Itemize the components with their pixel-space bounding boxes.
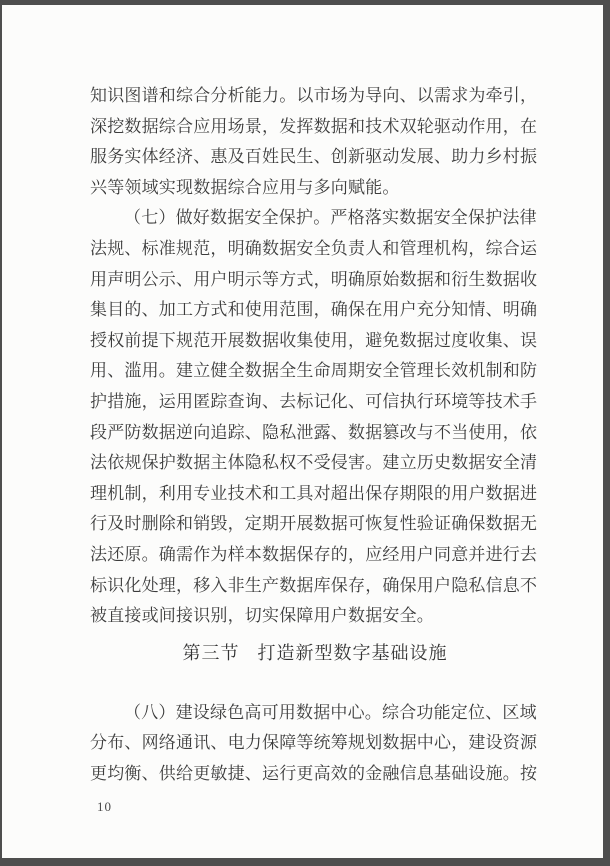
body-line: 被直接或间接识别，切实保障用户数据安全。 xyxy=(90,606,434,626)
section-heading-number: 第三节 xyxy=(182,642,240,663)
body-line: 行及时删除和销毁，定期开展数据可恢复性验证确保数据无 xyxy=(90,514,538,534)
body-line: 标识化处理，移入非生产数据库保存，确保用户隐私信息不 xyxy=(90,575,538,595)
section-heading xyxy=(90,636,540,670)
body-line: 法还原。确需作为样本数据保存的，应经用户同意并进行去 xyxy=(90,544,538,564)
body-line: 服务实体经济、惠及百姓民生、创新驱动发展、助力乡村振 xyxy=(90,147,538,167)
body-line-paragraph-start: （八）建设绿色高可用数据中心。综合功能定位、区域 xyxy=(124,702,537,722)
body-line: 护措施，运用匿踪查询、去标记化、可信执行环境等技术手 xyxy=(90,391,538,411)
page-number: 10 xyxy=(97,799,112,814)
body-text-block xyxy=(90,81,540,789)
body-line: 段严防数据逆向追踪、隐私泄露、数据篡改与不当使用，依 xyxy=(90,422,538,442)
body-line: 集目的、加工方式和使用范围，确保在用户充分知情、明确 xyxy=(90,300,538,320)
body-line: 分布、网络通讯、电力保障等统筹规划数据中心，建设资源 xyxy=(90,733,538,753)
document-page xyxy=(2,5,603,858)
body-line-paragraph-start: （七）做好数据安全保护。严格落实数据安全保护法律 xyxy=(124,208,537,228)
section-heading-title: 打造新型数字基础设施 xyxy=(257,642,448,663)
body-line: 授权前提下规范开展数据收集使用，避免数据过度收集、误 xyxy=(90,330,538,350)
body-line: 法依规保护数据主体隐私权不受侵害。建立历史数据安全清 xyxy=(90,453,538,473)
body-line: 用、滥用。建立健全数据全生命周期安全管理长效机制和防 xyxy=(90,361,538,381)
body-line: 法规、标准规范，明确数据安全负责人和管理机构，综合运 xyxy=(90,238,538,258)
body-line: 深挖数据综合应用场景，发挥数据和技术双轮驱动作用，在 xyxy=(90,116,538,136)
body-line: 知识图谱和综合分析能力。以市场为导向、以需求为牵引， xyxy=(90,86,538,105)
body-line: 更均衡、供给更敏捷、运行更高效的金融信息基础设施。按 xyxy=(90,763,538,783)
body-line: 兴等领域实现数据综合应用与多向赋能。 xyxy=(90,177,400,197)
body-line: 理机制，利用专业技术和工具对超出保存期限的用户数据进 xyxy=(90,483,538,503)
body-line: 用声明公示、用户明示等方式，明确原始数据和衍生数据收 xyxy=(90,269,538,289)
